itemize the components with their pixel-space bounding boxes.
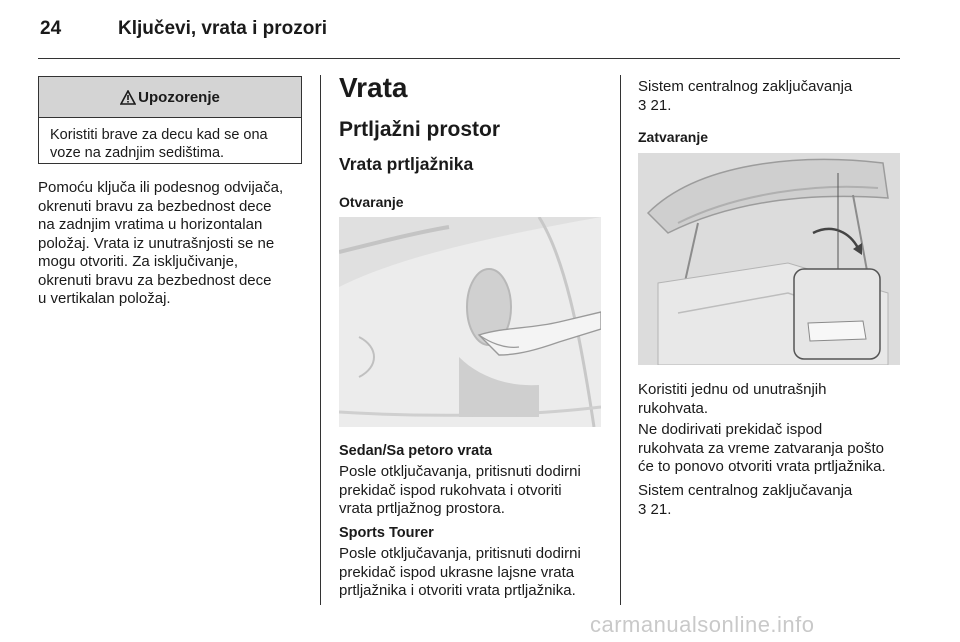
text-line: rukohvata. [638, 399, 709, 417]
text-line: mogu otvoriti. Za isključivanje, [38, 253, 239, 270]
text-line: prekidač ispod ukrasne lajsne vrata [339, 563, 575, 581]
warning-text: Koristiti brave za decu kad se ona voze na zadnjim sedištima. [50, 127, 268, 161]
subsection-heading: Prtljažni prostor [339, 118, 501, 141]
text-line: okrenuti bravu za bezbednost dece [38, 271, 272, 289]
text-line: položaj. Vrata iz unutrašnjosti se ne [38, 234, 275, 252]
central-locking-reference [638, 78, 900, 115]
text-line: vrata prtljažnog prostora. [339, 500, 505, 517]
topic-heading: Vrata prtljažnika [339, 154, 474, 174]
text-line: Pomoću ključa ili podesnog odvijača, [38, 179, 284, 196]
chapter-title: Ključevi, vrata i prozori [118, 18, 328, 39]
opening-heading: Otvaranje [339, 194, 404, 210]
text-line: rukohvata za vreme zatvaranja pošto [638, 439, 884, 457]
warning-box [38, 76, 302, 164]
child-lock-paragraph [38, 179, 313, 309]
sedan-paragraph [339, 463, 614, 519]
header-rule [38, 58, 900, 59]
warning-title: Upozorenje [138, 88, 220, 106]
warning-header [39, 77, 301, 118]
text-line: na zadnjim vratima u horizontalan [38, 216, 263, 233]
sedan-subheading: Sedan/Sa petoro vrata [339, 443, 493, 459]
tourer-subheading: Sports Tourer [339, 525, 434, 541]
column-divider [320, 75, 321, 605]
text-line: Posle otključavanja, pritisnuti dodirni [339, 545, 581, 562]
text-line: prekidač ispod rukohvata i otvoriti [339, 481, 562, 499]
watermark: carmanualsonline.info [590, 612, 815, 637]
handle-instruction [638, 381, 900, 418]
text-line: okrenuti bravu za bezbednost dece [38, 197, 272, 215]
page-number: 24 [40, 18, 62, 39]
tailgate-closing-illustration [638, 153, 900, 365]
text-line: Koristiti jednu od unutrašnjih [638, 381, 827, 398]
text-line: u vertikalan položaj. [38, 290, 171, 307]
section-heading: Vrata [339, 72, 408, 103]
text-line: Posle otključavanja, pritisnuti dodirni [339, 463, 581, 480]
text-line: Sistem centralnog zaključavanja [638, 78, 853, 95]
tailgate-opening-illustration [339, 217, 601, 427]
text-line: će to ponovo otvoriti vrata prtljažnika. [638, 458, 886, 475]
text-line: Ne dodirivati prekidač ispod [638, 421, 823, 438]
switch-caution [638, 421, 913, 477]
central-locking-reference [638, 482, 900, 519]
text-line: Sistem centralnog zaključavanja [638, 482, 853, 499]
column-divider [620, 75, 621, 605]
warning-triangle-icon [120, 90, 136, 105]
tourer-paragraph [339, 545, 614, 601]
closing-heading: Zatvaranje [638, 129, 709, 145]
text-line: prtljažnika i otvoriti vrata prtljažnika. [339, 582, 576, 599]
page-reference: 3 21. [638, 96, 672, 114]
page-reference: 3 21. [638, 500, 672, 518]
